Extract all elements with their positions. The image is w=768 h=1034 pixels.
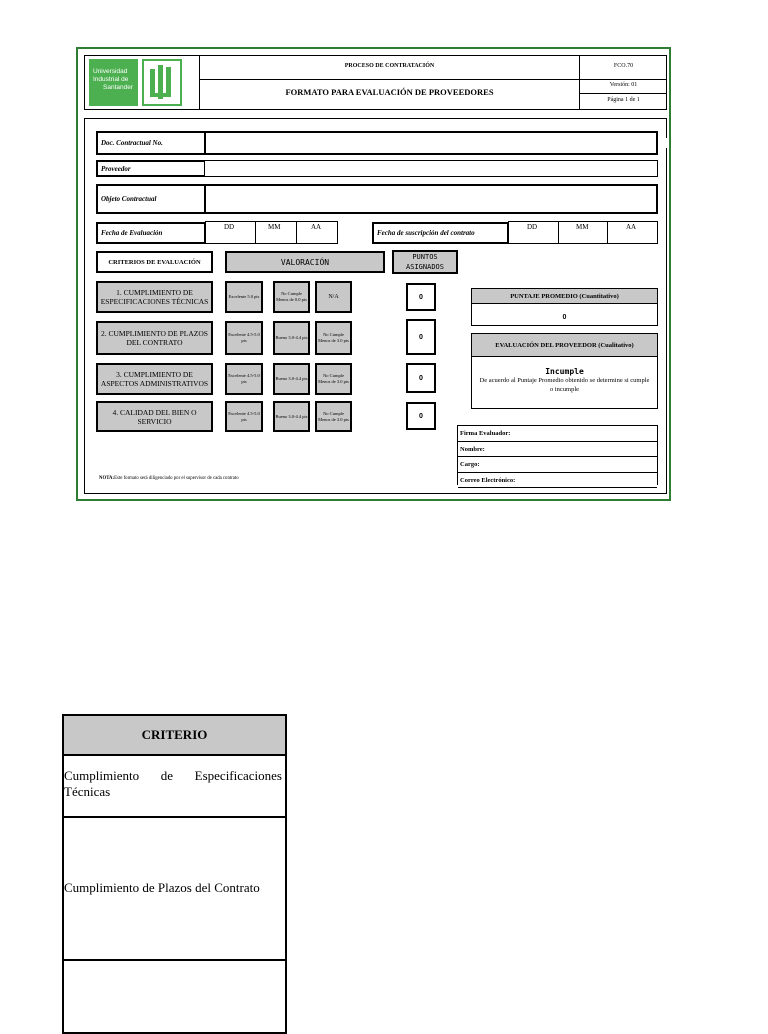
divider (62, 959, 287, 961)
rating-option[interactable]: No Cumple Menos de 0.0 pts (273, 281, 310, 313)
criterio-row-1: Cumplimiento de Especificaciones Técnicas (64, 768, 282, 799)
dd-label: DD (224, 223, 235, 231)
valoracion-header: VALORACIÓN (225, 251, 385, 273)
points-field[interactable]: 0 (406, 283, 436, 311)
nombre-row[interactable]: Nombre: (458, 442, 657, 457)
firma-row[interactable]: Firma Evaluador: (458, 426, 657, 442)
logo-text-line: Santander (103, 84, 133, 91)
aa-label: AA (311, 223, 322, 231)
criterio-table (62, 714, 287, 1034)
signature-table (457, 425, 658, 485)
points-field[interactable]: 0 (406, 402, 436, 430)
objeto-label: Objeto Contractual (96, 184, 206, 214)
objeto-field[interactable] (204, 184, 658, 214)
puntaje-value: 0 (471, 303, 658, 326)
logo-text-line: Industrial de (93, 76, 129, 83)
evaluacion-header: EVALUACIÓN DEL PROVEEDOR (Cualitativo) (471, 333, 658, 357)
divider (558, 221, 559, 244)
divider (666, 118, 667, 138)
proveedor-field[interactable] (204, 160, 658, 177)
rating-option[interactable]: Excelente 4.5-5.0 pts (225, 401, 263, 432)
divider (666, 148, 667, 494)
rating-option[interactable]: Bueno 3.0-4.4 pts (273, 321, 310, 355)
criterio-header: CRITERIO (62, 714, 287, 756)
rating-option[interactable]: Excelente 5.0 pts (225, 281, 263, 313)
divider (199, 79, 667, 80)
evaluacion-note: De acuerdo al Puntaje Promedio obtenido se determine si cumple o incumple (479, 377, 650, 393)
form-page: Página 1 de 1 (607, 97, 640, 103)
divider (579, 93, 667, 94)
criterios-header: CRITERIOS DE EVALUACIÓN (96, 251, 213, 273)
criterion-name: 2. CUMPLIMIENTO DE PLAZOS DEL CONTRATO (96, 321, 213, 355)
rating-option[interactable]: Bueno 3.0-4.4 pts (273, 363, 310, 395)
divider (607, 221, 608, 244)
logo-text-block (89, 59, 138, 106)
uis-mark-icon (142, 59, 182, 106)
mm-label: MM (576, 223, 589, 231)
fecha-evaluacion-label: Fecha de Evaluación (96, 222, 206, 244)
criterio-row-2: Cumplimiento de Plazos del Contrato (64, 880, 260, 895)
doc-contractual-field[interactable] (204, 131, 658, 155)
points-field[interactable]: 0 (406, 363, 436, 393)
criterion-name: 3. CUMPLIMIENTO DE ASPECTOS ADMINISTRATIVOS (96, 363, 213, 395)
evaluacion-value: Incumple (545, 367, 584, 376)
criterion-name: 4. CALIDAD DEL BIEN O SERVICIO (96, 401, 213, 432)
correo-row[interactable]: Correo Electrónico: (458, 473, 657, 488)
logo-text-line: Universidad (93, 68, 128, 75)
divider (255, 221, 256, 244)
divider (62, 816, 287, 818)
proveedor-label: Proveedor (96, 160, 206, 177)
nota-label: NOTA: (99, 476, 115, 481)
rating-option[interactable]: Excelente 4.5-5.0 pts (225, 321, 263, 355)
mm-label: MM (268, 223, 281, 231)
process-title: PROCESO DE CONTRATACIÓN (344, 63, 435, 69)
fecha-suscripcion-label: Fecha de suscripción del contrato (372, 222, 509, 244)
rating-option[interactable]: Bueno 3.0-4.4 pts (273, 401, 310, 432)
form-version: Versión: 01 (609, 82, 638, 88)
evaluacion-box (471, 356, 658, 409)
form-code: FCO.70 (613, 63, 634, 69)
puntaje-header: PUNTAJE PROMEDIO (Cuantitativo) (471, 288, 658, 304)
points-field[interactable]: 0 (406, 319, 436, 355)
rating-option[interactable]: No Cumple Menos de 3.0 pts (315, 401, 352, 432)
criterion-name: 1. CUMPLIMIENTO DE ESPECIFICACIONES TÉCNICAS (96, 281, 213, 313)
nota (99, 476, 239, 481)
form-title: FORMATO PARA EVALUACIÓN DE PROVEEDORES (285, 87, 494, 97)
cargo-row[interactable]: Cargo: (458, 457, 657, 473)
rating-option[interactable]: Excelente 4.5-5.0 pts (225, 363, 263, 395)
rating-option[interactable]: N/A (315, 281, 352, 313)
divider (296, 221, 297, 244)
doc-contractual-label: Doc. Contractual No. (96, 131, 206, 155)
puntos-header (392, 250, 458, 274)
rating-option[interactable]: No Cumple Menos de 3.0 pts (315, 321, 352, 355)
aa-label: AA (626, 223, 637, 231)
nota-text: Este formato será diligenciado por el supervisor de cada contrato (114, 476, 239, 481)
rating-option[interactable]: No Cumple Menos de 3.0 pts (315, 363, 352, 395)
dd-label: DD (527, 223, 538, 231)
puntos-header-line: PUNTOS (412, 253, 438, 261)
puntos-header-line: ASIGNADOS (406, 263, 444, 271)
